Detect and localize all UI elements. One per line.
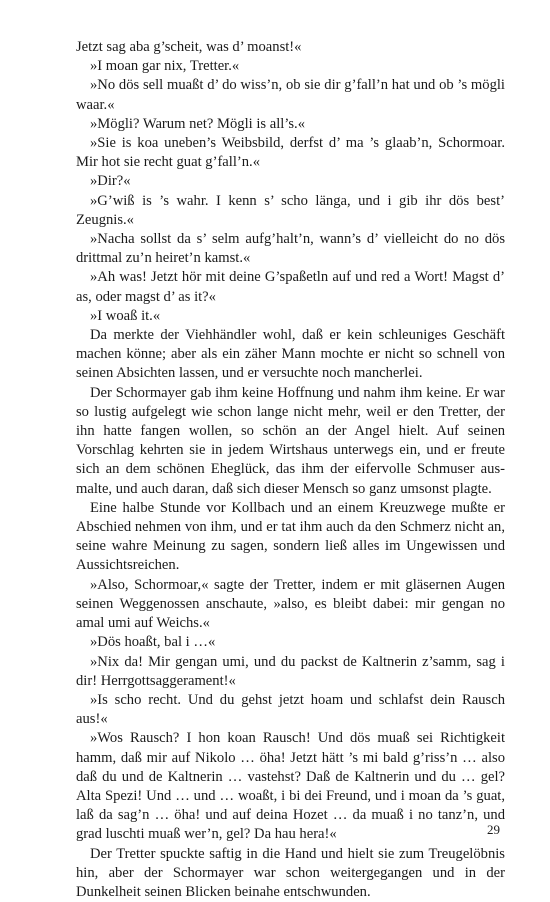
paragraph: »Nix da! Mir gengan umi, und du packst de Kaltnerin z’samm, sag i dir! Herrgottsaggerament!« <box>76 653 505 689</box>
paragraph: »Dös hoaßt, bal i …« <box>90 634 216 651</box>
page-text-block <box>76 38 505 902</box>
paragraph: »Ah was! Jetzt hör mit deine G’spaßetln auf und red a Wort! Magst d’ as, oder magst d’ as it?« <box>76 269 505 305</box>
paragraph: Jetzt sag aba g’scheit, was d’ moanst!« <box>76 39 302 55</box>
paragraph: »Also, Schormoar,« sagte der Tretter, indem er mit gläsernen Augen seinen Weggenossen anschaute, »also, es bleibt dabei: mir gengan no amal umi auf Weichs.« <box>76 576 505 632</box>
paragraph: »Wos Rausch? I hon koan Rausch! Und dös muaß sei Richtigkeit hamm, daß mir auf Nikolo … öha! Jetzt hätt ’s mi bald g’riss’n … also daß du und de Kaltnerin … vastehst? Daß de Kaltnerin und du … gel? Alta Spezi! Und … und … woaßt, i bi dei Freund, und i moan da ’s guat, laß da sag’n … öha! und auf deina Hozet … da muaß i no tanz’n, und grad luschti muaß wer’n, gel? Da hau hera!« <box>76 730 505 843</box>
paragraph: »I woaß it.« <box>90 307 161 324</box>
paragraph: »G’wiß is ’s wahr. I kenn s’ scho länga, und i gib ihr dös best’ Zeugnis.« <box>76 192 505 228</box>
paragraph: »Is scho recht. Und du gehst jetzt hoam und schlafst dein Rausch aus!« <box>76 691 505 728</box>
paragraph: Eine halbe Stunde vor Kollbach und an einem Kreuzwege mußte er Abschied nehmen von ihm, und er tat ihm auch da den Schmerz nicht an, seine wahre Meinung zu sagen, sondern ließ alles im Ungewissen und Aussichtsreichen. <box>76 499 505 574</box>
paragraph: »Mögli? Warum net? Mögli is all’s.« <box>90 115 306 132</box>
paragraph: »Nacha sollst da s’ selm aufg’halt’n, wann’s d’ vielleicht do no dös drittmal zu’n heiret’n kamst.« <box>76 231 505 267</box>
paragraph: Der Tretter spuckte saftig in die Hand und hielt sie zum Treugelöbnis hin, aber der Schormayer war schon weitergegangen und in der Dunkelheit seinen Blicken beinahe entschwunden. <box>76 845 505 900</box>
page-number: 29 <box>487 822 500 837</box>
paragraph: Da merkte der Viehhändler wohl, daß er kein schleuniges Geschäft machen könne; aber als ein zäher Mann mochte er nicht so schnell von seinen Absichten lassen, und er versuchte noch mancherlei. <box>76 327 505 382</box>
paragraph: Der Schormayer gab ihm keine Hoffnung und nahm ihm keine. Er war so lustig aufgelegt wie schon lange nicht mehr, weil er den Tretter, der ihn hatte fangen wollen, so schön an der Angel hielt. Auf seinen Vorschlag kehrten sie in jedem Wirtshaus unterwegs ein, und er freute sich an dem schönen Eheglück, das ihm der eifervolle Schmuser ausmalte, und auch daran, daß sich dieser Mensch so ganz umsonst plagte. <box>76 384 505 497</box>
paragraph: »I moan gar nix, Tretter.« <box>90 58 240 75</box>
paragraph: »Dir?« <box>90 173 131 190</box>
paragraph: »No dös sell muaßt d’ do wiss’n, ob sie dir g’fall’n hat und ob ’s mögli waar.« <box>76 77 505 113</box>
paragraph: »Sie is koa uneben’s Weibsbild, derfst d’ ma ’s glaab’n, Schormoar. Mir hot sie recht guat g’fall’n.« <box>76 135 505 171</box>
